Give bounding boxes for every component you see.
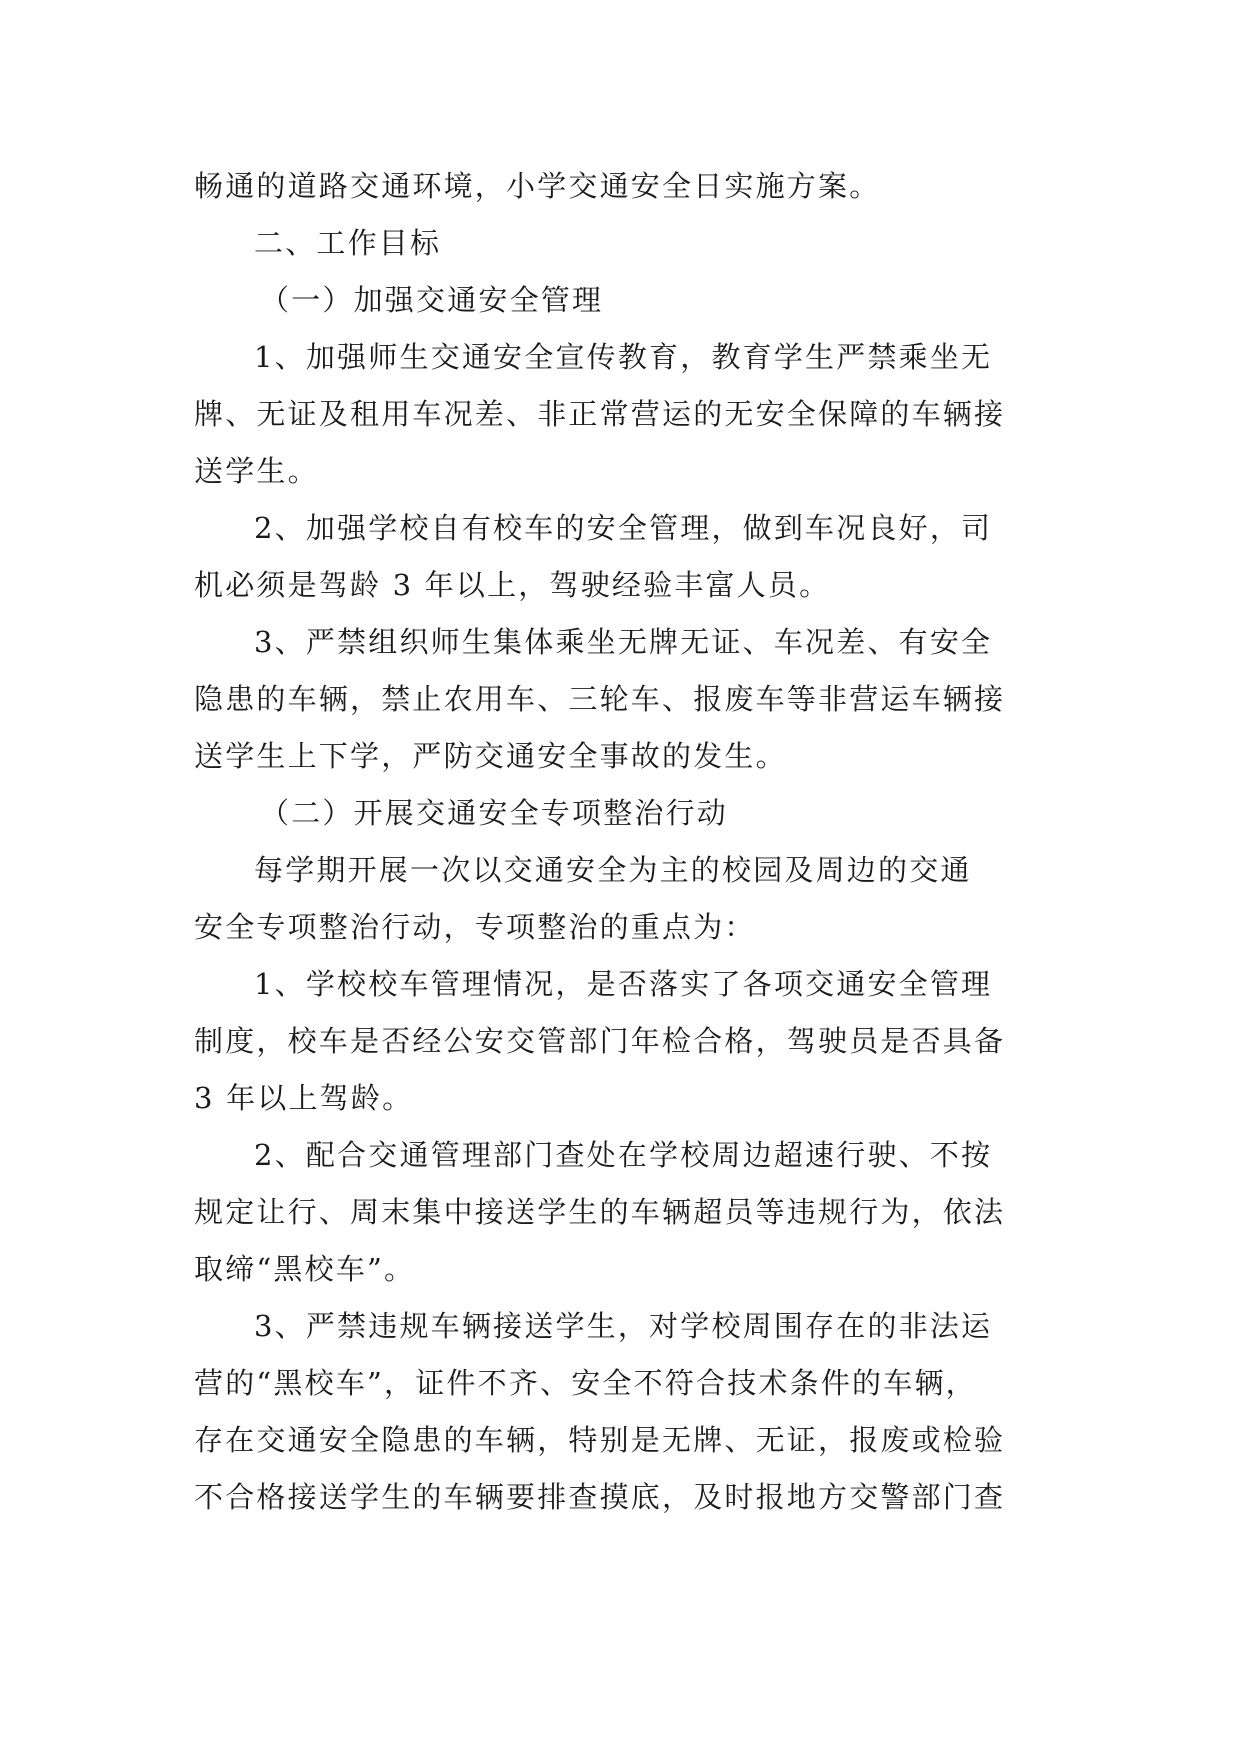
- paragraph-line: 隐患的车辆，禁止农用车、三轮车、报废车等非营运车辆接: [194, 682, 1006, 716]
- paragraph-line: 3、严禁违规车辆接送学生，对学校周围存在的非法运: [254, 1309, 993, 1343]
- paragraph-line: 牌、无证及租用车况差、非正常营运的无安全保障的车辆接: [194, 397, 1006, 431]
- paragraph-line: 送学生。: [194, 454, 319, 488]
- paragraph-line: 取缔“黑校车”。: [194, 1252, 416, 1286]
- paragraph-line: 畅通的道路交通环境，小学交通安全日实施方案。: [194, 169, 881, 203]
- subsection-heading: （二）开展交通安全专项整治行动: [260, 796, 729, 830]
- paragraph-line: 1、加强师生交通安全宣传教育，教育学生严禁乘坐无: [254, 340, 993, 374]
- paragraph-line: 存在交通安全隐患的车辆，特别是无牌、无证，报废或检验: [194, 1423, 1006, 1457]
- paragraph-line: 2、加强学校自有校车的安全管理，做到车况良好，司: [254, 511, 993, 545]
- paragraph-line: 机必须是驾龄 3 年以上，驾驶经验丰富人员。: [194, 568, 831, 602]
- paragraph-line: 安全专项整治行动，专项整治的重点为：: [194, 910, 756, 944]
- paragraph-line: 3 年以上驾龄。: [194, 1081, 414, 1115]
- section-heading: 二、工作目标: [254, 226, 442, 260]
- paragraph-line: 送学生上下学，严防交通安全事故的发生。: [194, 739, 787, 773]
- paragraph-line: 规定让行、周末集中接送学生的车辆超员等违规行为，依法: [194, 1195, 1006, 1229]
- paragraph-line: 营的“黑校车”，证件不齐、安全不符合技术条件的车辆，: [194, 1366, 977, 1400]
- paragraph-line: 不合格接送学生的车辆要排查摸底，及时报地方交警部门查: [194, 1480, 1006, 1514]
- subsection-heading: （一）加强交通安全管理: [260, 283, 604, 317]
- paragraph-line: 3、严禁组织师生集体乘坐无牌无证、车况差、有安全: [254, 625, 993, 659]
- paragraph-line: 制度，校车是否经公安交管部门年检合格，驾驶员是否具备: [194, 1024, 1006, 1058]
- paragraph-line: 2、配合交通管理部门查处在学校周边超速行驶、不按: [254, 1138, 993, 1172]
- paragraph-line: 1、学校校车管理情况，是否落实了各项交通安全管理: [254, 967, 993, 1001]
- paragraph-line: 每学期开展一次以交通安全为主的校园及周边的交通: [254, 853, 972, 887]
